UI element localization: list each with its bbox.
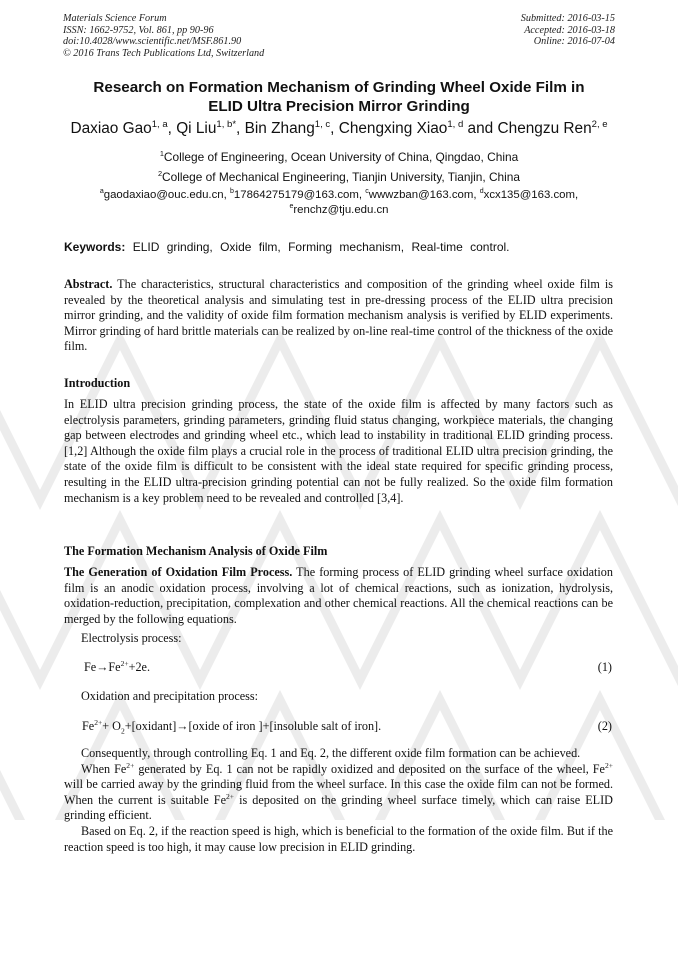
- affiliation-1: $^1$College of Engineering, Ocean University of China, Qingdao, China: [159, 149, 519, 164]
- title-line-2: ELID Ultra Precision Mirror Grinding: [208, 97, 470, 115]
- section-heading-mechanism: The Formation Mechanism Analysis of Oxide Film: [64, 544, 328, 558]
- subsection-heading: The Generation of Oxidation Film Process.: [64, 565, 293, 579]
- paragraph: Consequently, through controlling Eq. 1 and Eq. 2, the different oxide film formation can be achieved.: [81, 746, 581, 760]
- paragraph: When $Fe^{2+}$ generated by Eq. 1 can not be rapidly oxidized and deposited on the surface of the wheel, $Fe^{2+}$ will be carried away by the grinding fluid from the wheel surface. In this case the oxide film can not be formed. When the current is suitable $Fe^{2+}$ is deposited on the grinding wheel surface timely, which can raise ELID grinding efficient.: [64, 760, 613, 823]
- issn: ISSN: 1662-9752, Vol. 861, pp 90-96: [63, 24, 214, 36]
- discussion-text: [64, 746, 613, 855]
- email: $^e$renchz@tju.edu.cn: [289, 203, 389, 216]
- author-name: Bin Zhang: [244, 120, 315, 137]
- email: $^d$xcx135@163.com: [479, 188, 575, 201]
- keywords: [64, 240, 624, 254]
- oxidation-label: Oxidation and precipitation process:: [81, 689, 259, 703]
- publication-dates: [521, 13, 615, 48]
- email: $^b$17864275179@163.com: [229, 188, 359, 201]
- author-name: Daxiao Gao: [70, 120, 152, 137]
- journal-name: Materials Science Forum: [63, 13, 167, 24]
- accepted-date: Accepted: 2016-03-18: [524, 24, 615, 36]
- author-superscript: 2, e: [591, 118, 608, 130]
- title-line-1: Research on Formation Mechanism of Grinding Wheel Oxide Film in: [93, 79, 585, 96]
- author-superscript: 1, a: [151, 118, 168, 130]
- author-separator: ,: [330, 120, 339, 137]
- mechanism-text: The Generation of Oxidation Film Process. The forming process of ELID grinding wheel surface oxidation film is an anodic oxidation process, involving a lot of chemical reactions, such as ionization, hydrolysis, oxidation-reduction, precipitation, complexation and other chemical reactions. All the chemical reactions can be merged by the following equations.: [64, 565, 613, 626]
- equation-number: (2): [597, 719, 612, 733]
- paragraph: Based on Eq. 2, if the reaction speed is high, which is beneficial to the formation of the oxide film. But if the reaction speed is too high, it may cause low precision in ELID grinding.: [64, 823, 613, 854]
- equation-number: (1): [597, 660, 612, 674]
- author-and: and: [463, 120, 498, 137]
- email: $^a$gaodaxiao@ouc.edu.cn: [99, 188, 224, 201]
- journal-info: [63, 13, 264, 59]
- author-superscript: 1, d: [447, 118, 464, 130]
- abstract: [64, 277, 613, 355]
- equation-1: $Fe\to Fe^{2+}+2e$. (1): [84, 658, 612, 674]
- section-heading-introduction: Introduction: [64, 376, 131, 390]
- doi: doi:10.4028/www.scientific.net/MSF.861.90: [63, 36, 242, 48]
- email-list: $^a$gaodaxiao@ouc.edu.cn, $^b$17864275179@163.com, $^c$wwwzban@163.com, $^d$xcx135@163.com, $^e$renchz@tju.edu.cn: [99, 188, 579, 216]
- online-date: Online: 2016-07-04: [533, 36, 615, 48]
- author-name: Chengxing Xiao: [338, 120, 448, 137]
- electrolysis-label: Electrolysis process:: [81, 631, 182, 645]
- introduction-text: In ELID ultra precision grinding process, the state of the oxide film is affected by many factors such as electrolysis parameters, grinding parameters, grinding fluid status changing, workpiece materials, the changing gap between electrodes and grinding wheel etc., which lead to instability in traditional ELID grinding process. [1,2] Although the oxide film plays a crucial role in the process of traditional ELID ultra precision grinding, the state of the oxide film is difficult to be consistent with the ideal state required for specific grinding process, resulting in the ELID ultra-precision grinding potential can not be fully realized. So the oxide film formation mechanism is a key problem need to be revealed and controlled [3,4].: [64, 397, 613, 505]
- copyright: © 2016 Trans Tech Publications Ltd, Switzerland: [63, 47, 265, 59]
- author-separator: ,: [236, 120, 245, 137]
- abstract-label: Abstract.: [64, 277, 113, 291]
- equation-2: $Fe^{2+}+$ $O_2+[oxidant]\to[oxide$ of iron ]+[insoluble salt of iron]. (2): [82, 717, 612, 736]
- author-superscript: 1, b*: [216, 118, 237, 130]
- author-name: Qi Liu: [176, 120, 217, 137]
- author-name: Chengzu Ren: [497, 120, 592, 137]
- submitted-date: Submitted: 2016-03-15: [520, 13, 615, 24]
- keywords-label: Keywords:: [64, 240, 126, 254]
- affiliation-2: $^2$College of Mechanical Engineering, Tianjin University, Tianjin, China: [157, 169, 521, 184]
- author-separator: ,: [167, 120, 177, 137]
- paper-title: [40, 79, 638, 116]
- keywords-text: ELID grinding, Oxide film, Forming mechanism, Real-time control.: [132, 240, 510, 254]
- author-list: [20, 120, 658, 138]
- author-superscript: 1, c: [314, 118, 331, 130]
- email: $^c$wwwzban@163.com: [365, 188, 474, 201]
- abstract-text: The characteristics, structural characteristics and composition of the grinding wheel oxide film is revealed by the theoretical analysis and simulating test in pre-dressing process of the ELID ultra precision mirror grinding, and the validity of oxide film formation mechanism analysis is verified by ELID experiments. Mirror grinding of hard brittle materials can be realized by on-line real-time control of the thickness of the oxide film.: [64, 277, 613, 354]
